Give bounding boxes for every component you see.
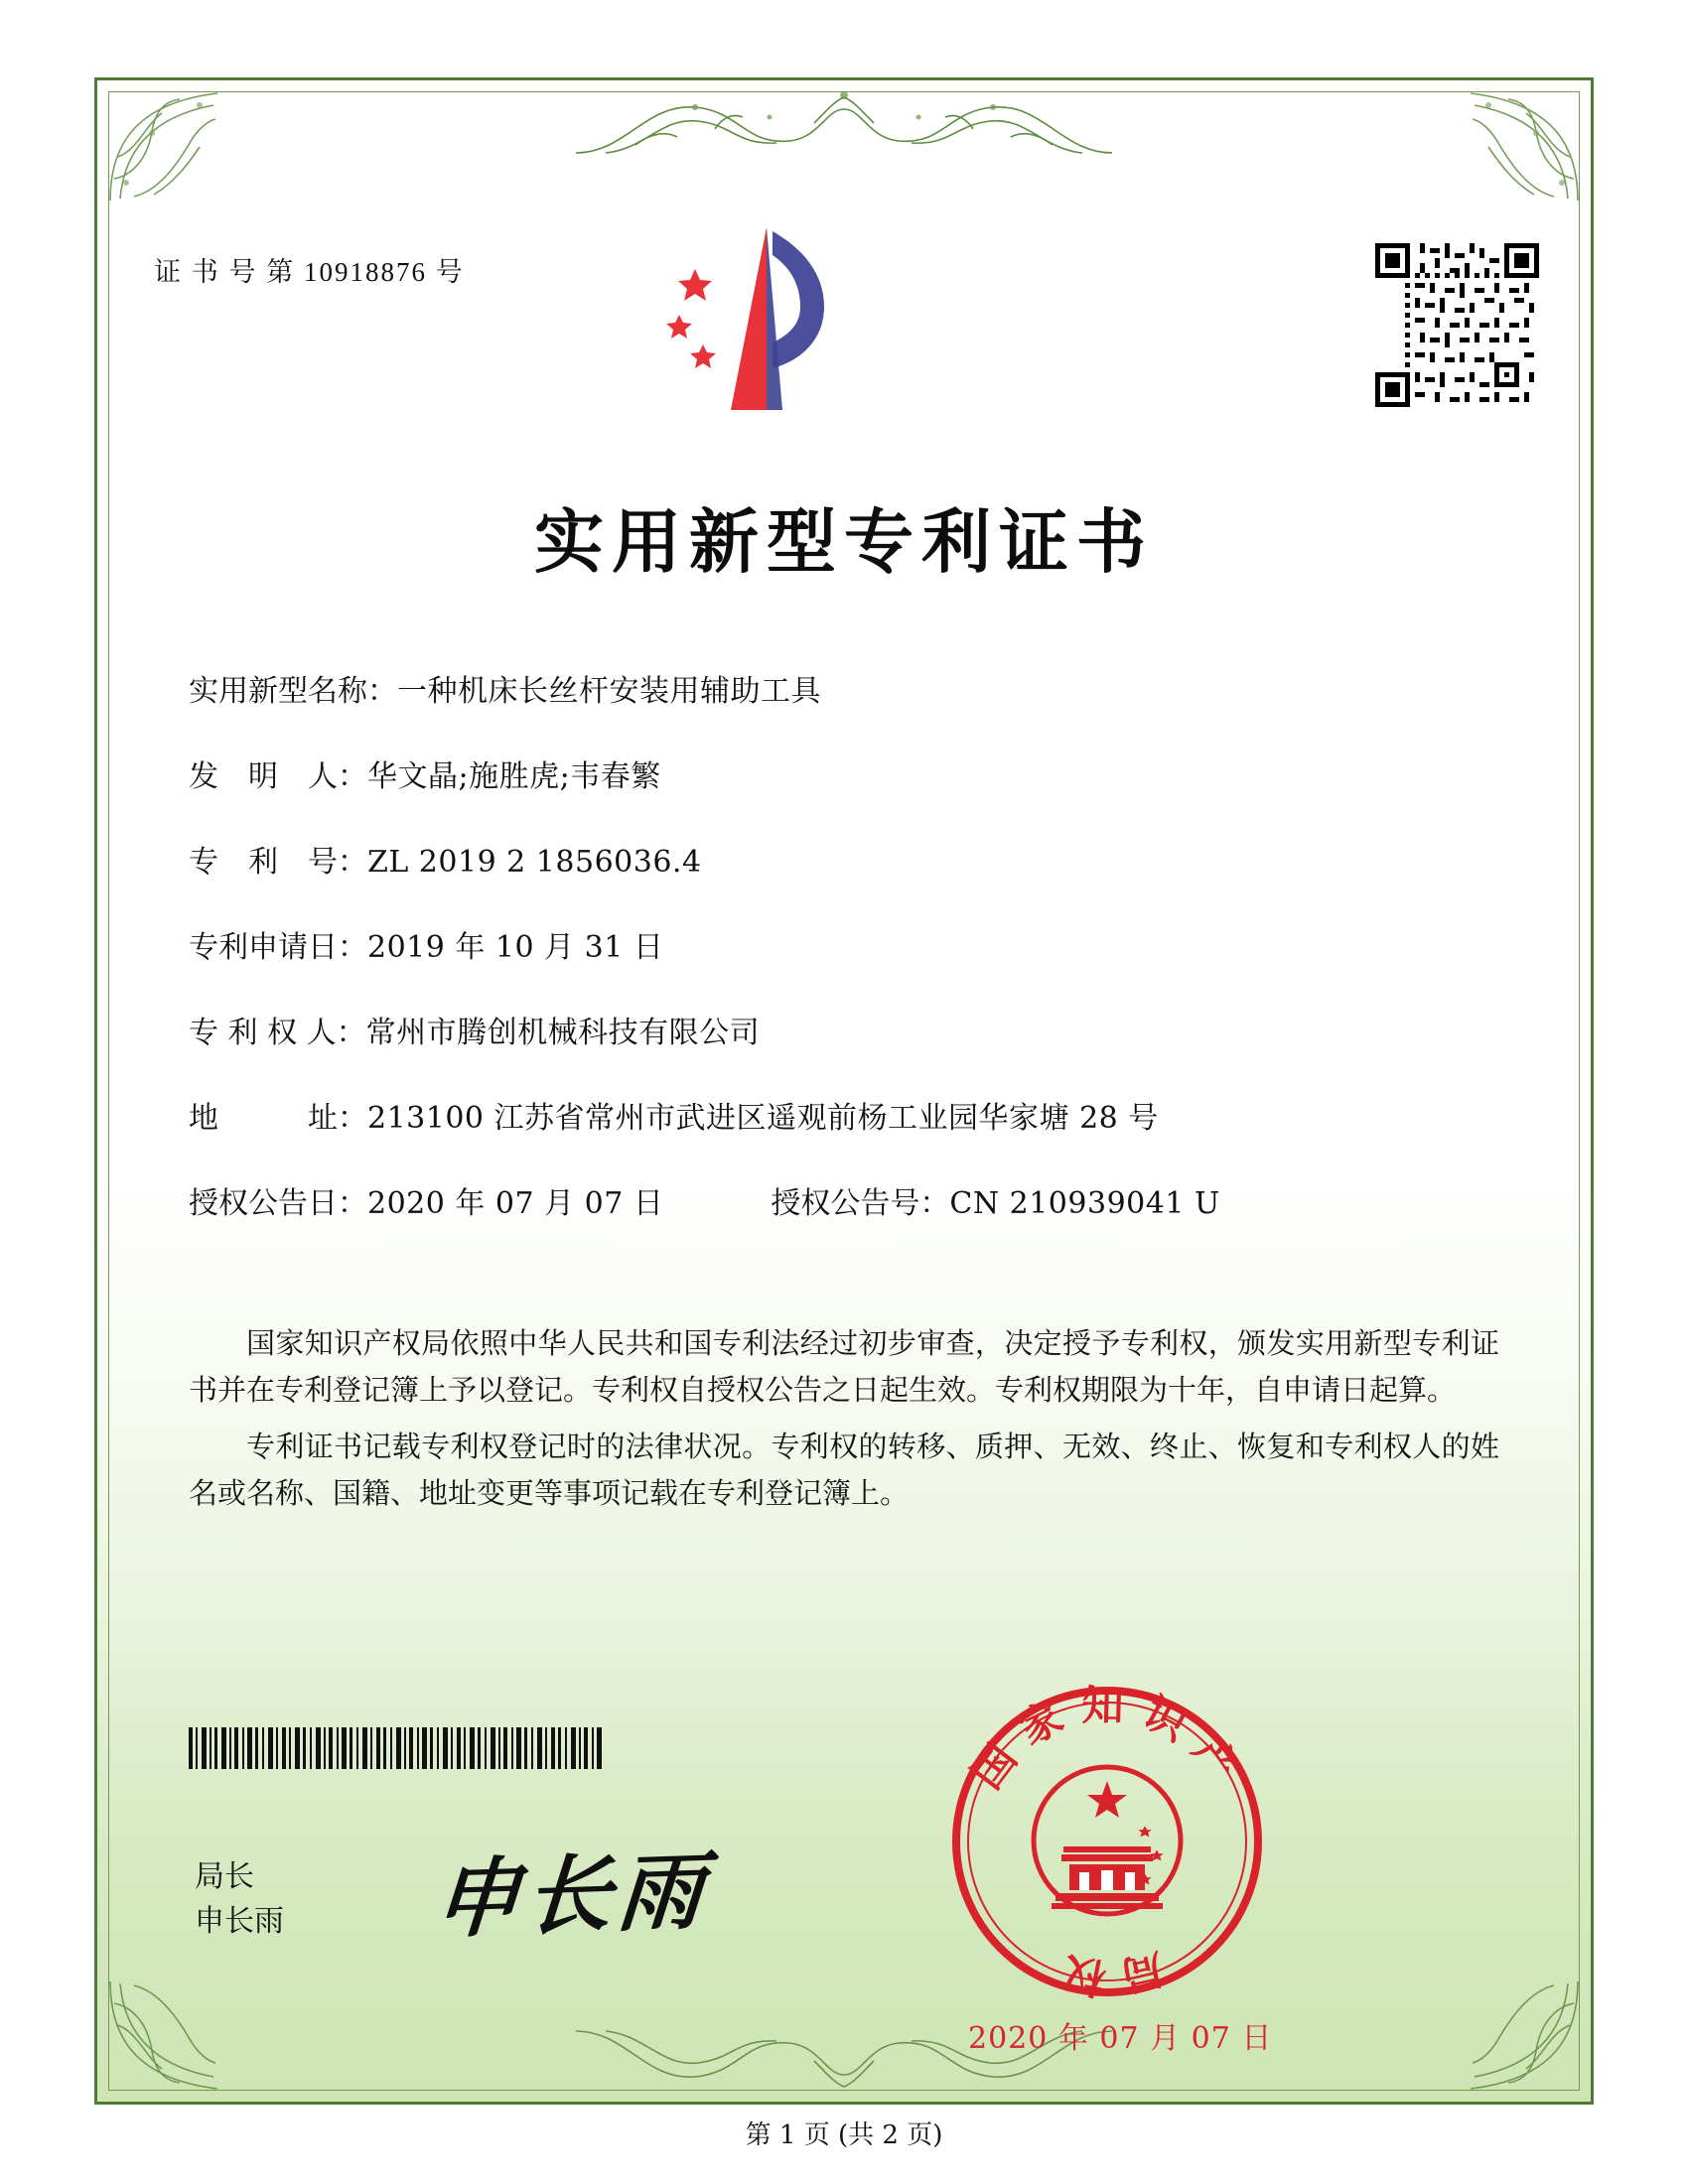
cnipa-emblem-icon (655, 223, 864, 422)
signature-block (195, 1854, 284, 1944)
field-grant-announcement (189, 1187, 1360, 1220)
corner-ornament-icon (104, 87, 223, 206)
director-name: 申长雨 (195, 1904, 284, 1939)
field-label: 专 利 权 人： (189, 1016, 366, 1050)
field-utility-model-name (189, 675, 1360, 708)
field-label: 地 址： (189, 1101, 367, 1136)
qr-code (1375, 243, 1539, 407)
director-title-label: 局长 (195, 1859, 254, 1894)
corner-ornament-icon (1465, 87, 1584, 206)
field-value: ZL 2019 2 1856036.4 (367, 845, 702, 880)
svg-text:国家知识产: 国家知识产 (961, 1681, 1256, 1804)
corner-ornament-icon (1465, 1976, 1584, 2095)
barcode (189, 1727, 604, 1769)
seal-date: 2020 年 07 月 07 日 (968, 2021, 1273, 2056)
field-label: 实用新型名称： (189, 674, 397, 709)
field-value: 2019 年 10 月 31 日 (367, 930, 664, 965)
page-title: 实用新型专利证书 (534, 500, 1154, 583)
field-label: 发 明 人： (189, 759, 367, 794)
field-inventors (189, 760, 1360, 793)
field-patent-number (189, 846, 1360, 879)
corner-ornament-icon (104, 1976, 223, 2095)
svg-text:局权: 局权 (1050, 1944, 1169, 2003)
grant-number-label: 授权公告号： (771, 1186, 950, 1221)
grant-date-label: 授权公告日： (189, 1186, 367, 1221)
paragraph-1: 国家知识产权局依照中华人民共和国专利法经过初步审查，决定授予专利权，颁发实用新型专利证书并在专利登记簿上予以登记。专利权自授权公告之日起生效。专利权期限为十年，自申请日起算。 (189, 1326, 1499, 1407)
field-patentee (189, 1017, 1360, 1049)
paragraph-2: 专利证书记载专利权登记时的法律状况。专利权的转移、质押、无效、终止、恢复和专利权人的姓名或名称、国籍、地址变更等事项记载在专利登记簿上。 (189, 1429, 1499, 1510)
field-list (189, 675, 1360, 1273)
page-footer: 第 1 页 (共 2 页) (745, 2120, 943, 2150)
grant-date-value: 2020 年 07 月 07 日 (367, 1186, 664, 1221)
field-value: 一种机床长丝杆安装用辅助工具 (397, 674, 821, 709)
field-value: 213100 江苏省常州市武进区遥观前杨工业园华家塘 28 号 (367, 1101, 1159, 1136)
top-ornament-icon (566, 83, 1122, 161)
grant-number-value: CN 210939041 U (949, 1186, 1220, 1221)
certificate-number: 证 书 号 第 10918876 号 (154, 257, 465, 287)
field-label: 专 利 号： (189, 845, 367, 880)
field-value: 华文晶;施胜虎;韦春繁 (367, 759, 661, 794)
field-application-date (189, 931, 1360, 964)
field-label: 专利申请日： (189, 930, 367, 965)
official-seal (943, 1678, 1271, 2005)
field-address (189, 1102, 1360, 1135)
legal-text (189, 1320, 1499, 1527)
field-value: 常州市腾创机械科技有限公司 (365, 1016, 761, 1050)
handwritten-signature: 申长雨 (430, 1841, 713, 1951)
